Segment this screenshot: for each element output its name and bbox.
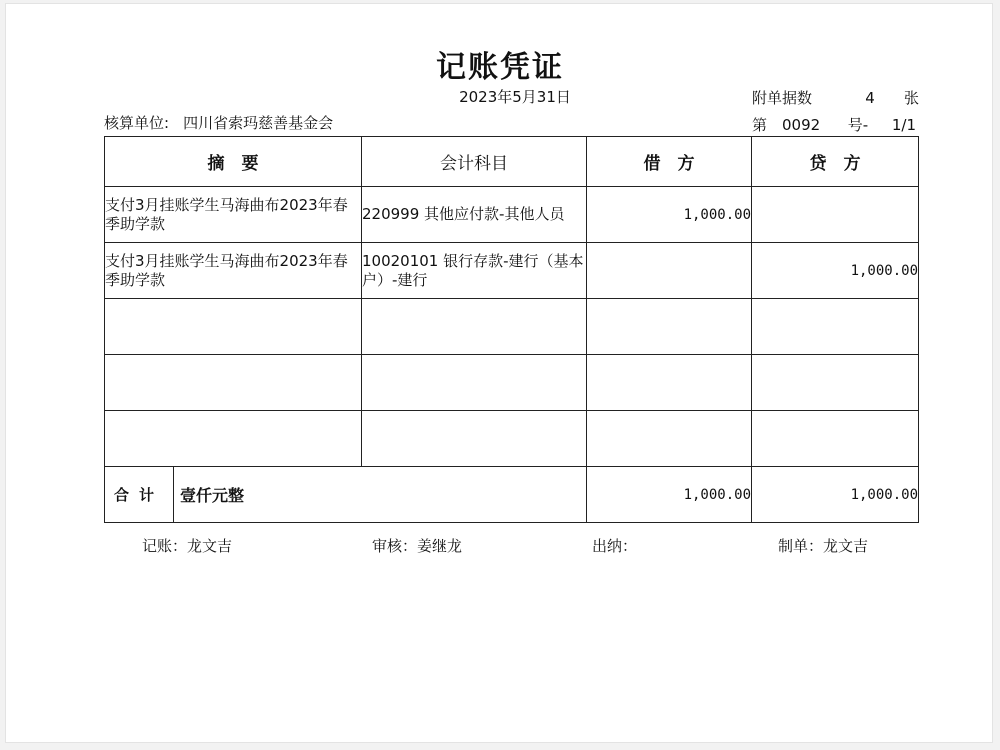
total-words-cell: [105, 467, 587, 523]
attachment-count: [752, 87, 919, 108]
voucher-title: 记账凭证: [436, 50, 564, 85]
voucher-mid: 号-: [847, 116, 869, 134]
table-row: [105, 187, 919, 243]
row-account: [362, 355, 587, 411]
row-credit: [752, 355, 919, 411]
row-debit: [587, 243, 752, 299]
row-account: [362, 299, 587, 355]
header-debit: 借 方: [587, 137, 752, 187]
attachment-label: 附单据数: [752, 89, 813, 107]
row-debit: [587, 299, 752, 355]
accounting-unit-label: 核算单位:: [104, 114, 170, 132]
total-amount-words: 壹仟元整: [180, 486, 245, 505]
voucher-date: 2023年5月31日: [459, 88, 571, 106]
row-summary: 支付3月挂账学生马海曲布2023年春季助学款: [105, 187, 362, 243]
signature-preparer: 制单：龙文吉: [778, 537, 869, 555]
table-row: [105, 411, 919, 467]
row-summary: [105, 411, 362, 467]
total-row: [105, 467, 919, 523]
row-summary: [105, 355, 362, 411]
voucher-page: 1/1: [891, 116, 916, 134]
header-account: 会计科目: [362, 137, 587, 187]
table-row: [105, 355, 919, 411]
attachment-number: 4: [865, 89, 875, 107]
voucher-number: [752, 114, 916, 135]
header-summary: 摘 要: [105, 137, 362, 187]
accounting-unit-value: 四川省索玛慈善基金会: [183, 114, 334, 132]
row-debit: [587, 411, 752, 467]
row-account: 10020101 银行存款-建行（基本户）-建行: [362, 243, 587, 299]
row-credit: [752, 299, 919, 355]
table-header-row: [105, 137, 919, 187]
accounting-unit: [104, 112, 333, 133]
voucher-prefix: 第: [752, 116, 768, 134]
signature-cashier: 出纳：: [592, 537, 638, 555]
voucher-table: [104, 136, 919, 523]
signature-bookkeeper: 记账：龙文吉: [142, 537, 233, 555]
row-credit: [752, 411, 919, 467]
total-debit: 1,000.00: [587, 467, 752, 523]
row-account: 220999 其他应付款-其他人员: [362, 187, 587, 243]
row-credit: [752, 187, 919, 243]
voucher-number-value: 0092: [782, 116, 821, 134]
table-row: [105, 243, 919, 299]
total-credit: 1,000.00: [752, 467, 919, 523]
row-debit: [587, 355, 752, 411]
row-summary: 支付3月挂账学生马海曲布2023年春季助学款: [105, 243, 362, 299]
attachment-suffix: 张: [903, 89, 919, 107]
row-credit: 1,000.00: [752, 243, 919, 299]
table-row: [105, 299, 919, 355]
row-summary: [105, 299, 362, 355]
row-debit: 1,000.00: [587, 187, 752, 243]
row-account: [362, 411, 587, 467]
total-label: 合计: [105, 467, 174, 522]
signature-reviewer: 审核：姜继龙: [372, 537, 463, 555]
header-credit: 贷 方: [752, 137, 919, 187]
